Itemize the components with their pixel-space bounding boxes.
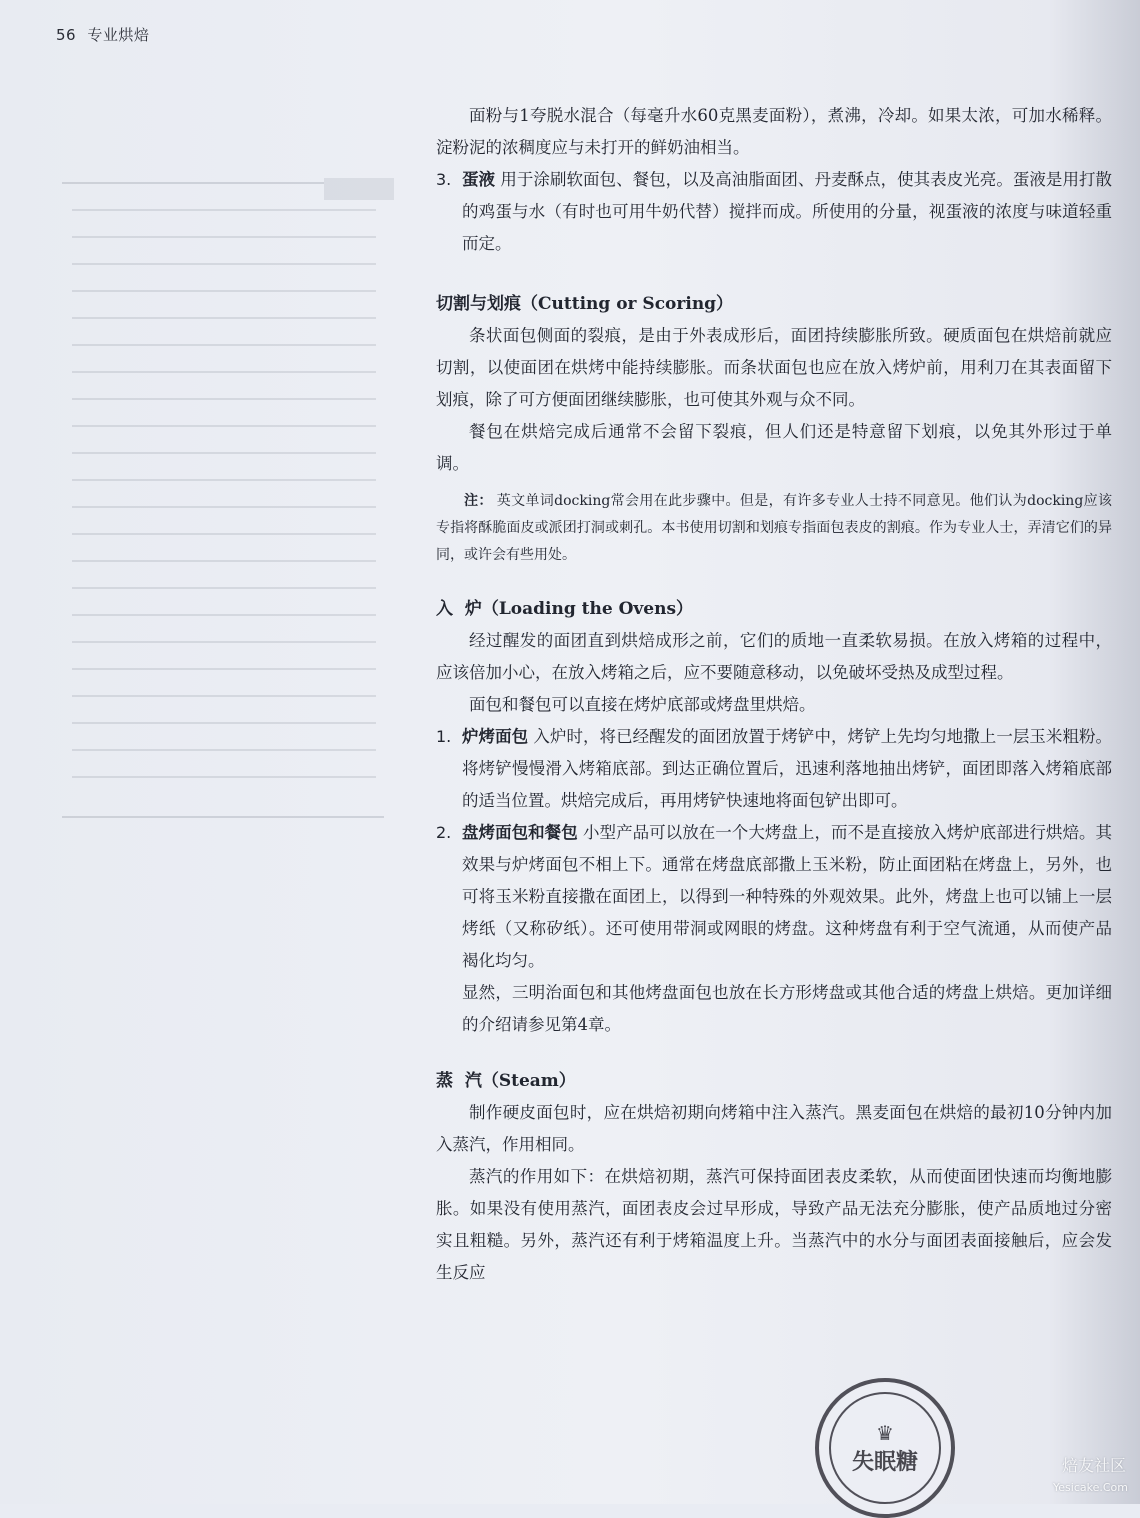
section-heading-steam	[436, 1065, 1112, 1097]
page-header	[56, 24, 149, 45]
heading-en: （Cutting or Scoring）	[521, 294, 734, 314]
book-title: 专业烘焙	[87, 26, 150, 44]
list-number: 3.	[436, 170, 452, 189]
heading-en: （Steam）	[481, 1071, 576, 1091]
main-text-column	[436, 100, 1112, 1289]
heading-cn: 蒸 汽	[436, 1071, 482, 1091]
list-text: 显然，三明治面包和其他烤盘面包也放在长方形烤盘或其他合适的烤盘上烘焙。更加详细的介绍请参见第4章。	[462, 983, 1112, 1034]
watermark-cn: 焙友社区	[1061, 1456, 1126, 1475]
list-text: 小型产品可以放在一个大烤盘上，而不是直接放入烤炉底部进行烘焙。其效果与炉烤面包不相上下。通常在烤盘底部撒上玉米粉，防止面团粘在烤盘上，另外，也可将玉米粉直接撒在面团上，以得到一种特殊的外观效果。此外，烤盘上也可以铺上一层烤纸（又称矽纸）。还可使用带洞或网眼的烤盘。这种烤盘有利于空气流通，从而使产品褐化均匀。	[462, 823, 1113, 970]
paragraph: 餐包在烘焙完成后通常不会留下裂痕，但人们还是特意留下划痕，以免其外形过于单调。	[436, 422, 1112, 473]
note-paragraph	[436, 488, 1112, 569]
watermark-url: Yesicake.Com	[1053, 1481, 1128, 1494]
list-term: 炉烤面包	[462, 727, 529, 746]
heading-cn: 入 炉	[436, 599, 482, 619]
list-text: 用于涂刷软面包、餐包，以及高油脂面团、丹麦酥点，使其表皮光亮。蛋液是用打散的鸡蛋与水（有时也可用牛奶代替）搅拌而成。所使用的分量，视蛋液的浓度与味道轻重而定。	[462, 170, 1113, 253]
paragraph: 制作硬皮面包时，应在烘焙初期向烤箱中注入蒸汽。黑麦面包在烘焙的最初10分钟内加入蒸汽，作用相同。	[436, 1103, 1112, 1154]
list-text: 入炉时，将已经醒发的面团放置于烤铲中，烤铲上先均匀地撒上一层玉米粗粉。将烤铲慢慢滑入烤箱底部。到达正确位置后，迅速利落地抽出烤铲，面团即落入烤箱底部的适当位置。烘焙完成后，再用烤铲快速地将面包铲出即可。	[462, 727, 1113, 810]
list-item-egg-wash	[436, 164, 1112, 260]
list-item-hearth-bread	[436, 721, 1112, 817]
stamp-text: 失眠糖	[851, 1449, 918, 1475]
crown-icon: ♛	[876, 1420, 894, 1445]
section-heading-loading	[436, 593, 1112, 625]
note-text: 英文单词docking常会用在此步骤中。但是，有许多专业人士持不同意见。他们认为docking应该专指将酥脆面皮或派团打洞或刺孔。本书使用切割和划痕专指面包表皮的割痕。作为专业人士，弄清它们的异同，或许会有些用处。	[436, 493, 1112, 563]
list-number: 2.	[436, 823, 452, 842]
note-label: 注：	[464, 493, 493, 509]
section-heading-cutting	[436, 288, 1112, 320]
heading-cn: 切割与划痕	[436, 294, 521, 314]
paragraph: 经过醒发的面团直到烘焙成形之前，它们的质地一直柔软易损。在放入烤箱的过程中，应该倍加小心，在放入烤箱之后，应不要随意移动，以免破坏受热及成型过程。	[436, 631, 1112, 682]
bleed-through-sidebar	[62, 182, 384, 818]
continued-paragraph: 面粉与1夸脱水混合（每毫升水60克黑麦面粉），煮沸，冷却。如果太浓，可加水稀释。淀粉泥的浓稠度应与未打开的鲜奶油相当。	[436, 106, 1112, 157]
heading-en: （Loading the Ovens）	[481, 599, 694, 619]
paragraph: 面包和餐包可以直接在烤炉底部或烤盘里烘焙。	[469, 695, 816, 714]
paragraph: 条状面包侧面的裂痕，是由于外表成形后，面团持续膨胀所致。硬质面包在烘焙前就应切割，以使面团在烘烤中能持续膨胀。而条状面包也应在放入烤炉前，用利刀在其表面留下划痕，除了可方便面团继续膨胀，也可使其外观与众不同。	[436, 326, 1112, 409]
list-item-continuation	[436, 977, 1112, 1041]
list-number: 1.	[436, 727, 452, 746]
list-term: 蛋液	[462, 170, 496, 189]
postmark-stamp	[815, 1378, 955, 1518]
sidebar-title-bar	[324, 178, 394, 200]
page-number: 56	[56, 26, 77, 44]
list-term: 盘烤面包和餐包	[462, 823, 578, 842]
list-item-pan-bread	[436, 817, 1112, 977]
paragraph: 蒸汽的作用如下：在烘焙初期，蒸汽可保持面团表皮柔软，从而使面团快速而均衡地膨胀。如果没有使用蒸汽，面团表皮会过早形成，导致产品无法充分膨胀，使产品质地过分密实且粗糙。另外，蒸汽还有利于烤箱温度上升。当蒸汽中的水分与面团表面接触后，应会发生反应	[436, 1167, 1112, 1282]
